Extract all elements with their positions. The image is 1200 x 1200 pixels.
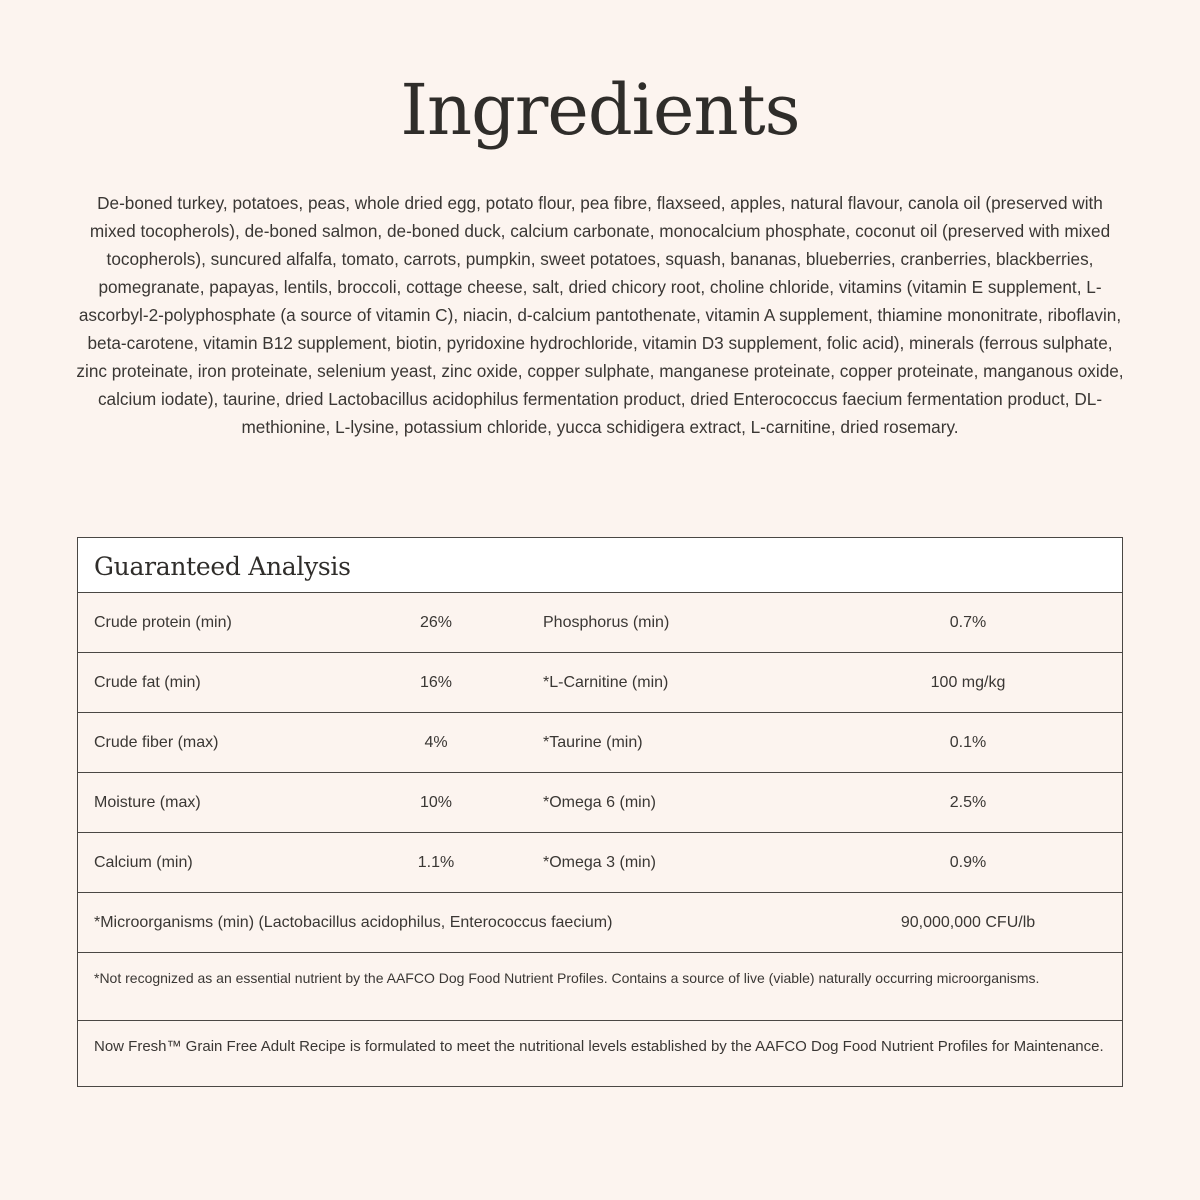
- footnote: *Not recognized as an essential nutrient by the AAFCO Dog Food Nutrient Profiles. Contains a source of live (viable) naturally occurring microorganisms.: [78, 953, 1122, 1021]
- nutrient-label: Moisture (max): [94, 794, 201, 811]
- nutrient-value: 10%: [419, 794, 453, 811]
- microorganisms-label: *Microorganisms (min) (Lactobacillus acidophilus, Enterococcus faecium): [94, 914, 613, 931]
- nutrient-label: *Taurine (min): [543, 734, 643, 751]
- ingredients-list: De-boned turkey, potatoes, peas, whole dried egg, potato flour, pea fibre, flaxseed, apples, natural flavour, canola oil (preserved with mixed tocopherols), de-boned salmon, de-boned duck, calcium carbonate, monocalcium phosphate, coconut oil (preserved with mixed tocopherols), suncured alfalfa, tomato, carrots, pumpkin, sweet potatoes, squash, bananas, blueberries, cranberries, blackberries, pomegranate, papayas, lentils, broccoli, cottage cheese, salt, dried chicory root, choline chloride, vitamins (vitamin E supplement, L-ascorbyl-2-polyphosphate (a source of vitamin C), niacin, d-calcium pantothenate, vitamin A supplement, thiamine mononitrate, riboflavin, beta-carotene, vitamin B12 supplement, biotin, pyridoxine hydrochloride, vitamin D3 supplement, folic acid), minerals (ferrous sulphate, zinc proteinate, iron proteinate, selenium yeast, zinc oxide, copper sulphate, manganese proteinate, copper proteinate, manganous oxide, calcium iodate), taurine, dried Lactobacillus acidophilus fermentation product, dried Enterococcus faecium fermentation product, DL-methionine, L-lysine, potassium chloride, yucca schidigera extract, L-carnitine, dried rosemary.: [76, 193, 1124, 437]
- nutrient-label: *Omega 3 (min): [543, 854, 656, 871]
- table-row: [78, 653, 1122, 713]
- microorganisms-row: [78, 893, 1122, 953]
- nutrient-value: 100 mg/kg: [930, 674, 1006, 691]
- nutrient-value: 16%: [419, 674, 453, 691]
- nutrient-label: *L-Carnitine (min): [543, 674, 669, 691]
- page-title: Ingredients: [400, 69, 800, 151]
- nutrient-label: Phosphorus (min): [543, 614, 670, 631]
- nutrient-value: 0.1%: [949, 734, 987, 751]
- nutrient-label: Calcium (min): [94, 854, 193, 871]
- nutrient-value: 1.1%: [417, 854, 455, 871]
- nutrient-label: Crude fat (min): [94, 674, 201, 691]
- guaranteed-analysis-table: [77, 537, 1123, 1087]
- table-row: [78, 833, 1122, 893]
- microorganisms-value: 90,000,000 CFU/lb: [900, 914, 1036, 931]
- aafco-statement: Now Fresh™ Grain Free Adult Recipe is formulated to meet the nutritional levels established by the AAFCO Dog Food Nutrient Profiles for Maintenance.: [94, 1038, 1104, 1055]
- table-row: [78, 773, 1122, 833]
- nutrient-value: 0.9%: [949, 854, 987, 871]
- nutrient-label: Crude fiber (max): [94, 734, 219, 751]
- nutrient-value: 0.7%: [949, 614, 987, 631]
- analysis-title: Guaranteed Analysis: [94, 552, 351, 581]
- nutrient-label: Crude protein (min): [94, 614, 232, 631]
- nutrient-value: 2.5%: [949, 794, 987, 811]
- analysis-header: [78, 538, 1122, 593]
- nutrient-label: *Omega 6 (min): [543, 794, 656, 811]
- nutrient-value: 26%: [419, 614, 453, 631]
- table-row: [78, 713, 1122, 773]
- nutrient-value: 4%: [424, 734, 448, 751]
- table-row: [78, 593, 1122, 653]
